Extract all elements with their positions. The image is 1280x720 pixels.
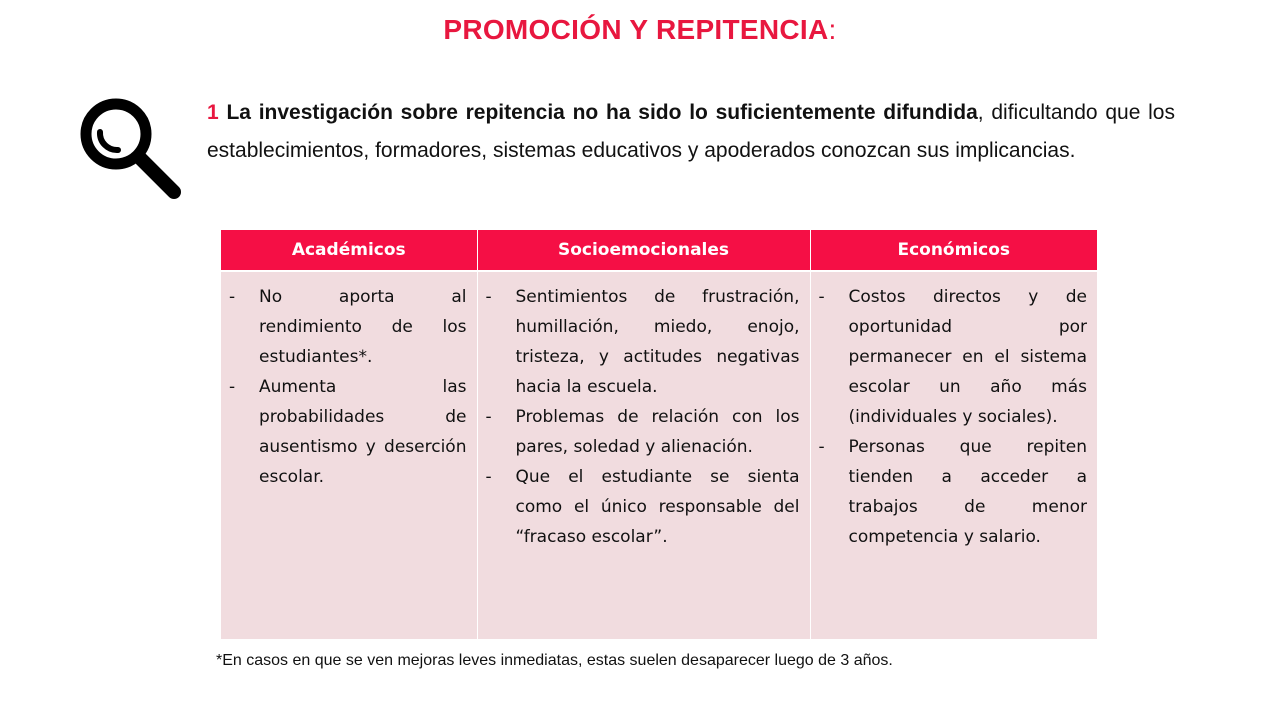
list-item: - Personas que repiten tienden a acceder a trabajos de menor competencia y salario. [819,432,1088,552]
list-item: - No aporta al rendimiento de los estudiantes*. [229,282,467,372]
cell-academicos [221,271,477,639]
list-item: - Sentimientos de frustración, humillación, miedo, enojo, tristeza, y actitudes negativas hacia la escuela. [486,282,800,402]
list-item: - Aumenta las probabilidades de ausentismo y deserción escolar. [229,372,467,492]
list-item: - Costos directos y de oportunidad por permanecer en el sistema escolar un año más (individuales y sociales). [819,282,1088,432]
header-academicos: Académicos [221,230,477,271]
table-row [221,271,1097,639]
page-title-colon: : [828,14,837,45]
page-title-text: PROMOCIÓN Y REPITENCIA [443,14,829,45]
header-economicos: Económicos [810,230,1097,271]
page-title [0,14,1280,46]
list-academicos [229,282,467,492]
list-item: - Problemas de relación con los pares, soledad y alienación. [486,402,800,462]
intro-paragraph [207,94,1175,170]
footnote: *En casos en que se ven mejoras leves inmediatas, estas suelen desaparecer luego de 3 años. [216,652,893,669]
list-item: - Que el estudiante se sienta como el único responsable del “fracaso escolar”. [486,462,800,552]
intro-number: 1 [207,101,219,124]
list-economicos [819,282,1088,552]
table-header-row [221,230,1097,271]
impacts-table [221,230,1097,639]
list-socioemocionales [486,282,800,552]
intro-bold-text: La investigación sobre repitencia no ha sido lo suficientemente difundida [226,101,978,124]
cell-economicos [810,271,1097,639]
magnifier-icon [78,96,184,202]
header-socioemocionales: Socioemocionales [477,230,810,271]
cell-socioemocionales [477,271,810,639]
intro-rest-text: , dificultando que los establecimientos, formadores, sistemas educativos y apoderados conozcan sus implicancias. [207,101,1175,162]
